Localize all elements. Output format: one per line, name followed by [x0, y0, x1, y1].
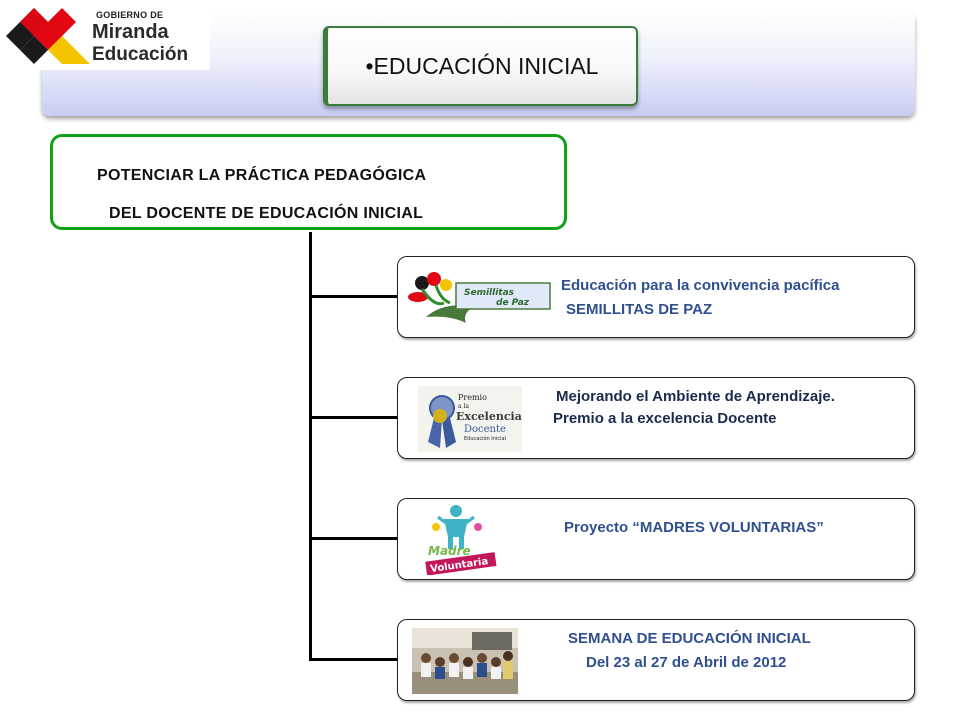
connector-branch-2 — [309, 416, 399, 419]
item-semillitas — [397, 256, 915, 338]
item-madres — [397, 498, 915, 580]
item-madres-line1: Proyecto “MADRES VOLUNTARIAS” — [564, 519, 824, 536]
premio-logo-text2: a la — [458, 403, 469, 410]
connector-branch-1 — [309, 295, 399, 298]
page-title: •EDUCACIÓN INICIAL — [365, 52, 599, 79]
logo-text-miranda: Miranda — [92, 21, 169, 43]
premio-logo-text4: Docente — [464, 424, 506, 435]
main-objective-line2: DEL DOCENTE DE EDUCACIÓN INICIAL — [109, 205, 424, 222]
madre-logo-text1: Madre — [428, 544, 471, 558]
logo-text-small: GOBIERNO DE — [96, 10, 164, 20]
item-premio — [397, 377, 915, 459]
logo — [0, 0, 210, 70]
title-box — [323, 26, 638, 106]
item-semillitas-line2: SEMILLITAS DE PAZ — [566, 301, 713, 318]
item-premio-line1: Mejorando el Ambiente de Aprendizaje. — [556, 388, 835, 405]
main-objective-box — [50, 134, 567, 230]
mother-child-icon — [420, 503, 504, 575]
logo-text-educacion: Educación — [92, 44, 189, 65]
item-semana-line2: Del 23 al 27 de Abril de 2012 — [586, 654, 787, 671]
main-objective-line1: POTENCIAR LA PRÁCTICA PEDAGÓGICA — [97, 167, 427, 184]
connector-branch-3 — [309, 537, 399, 540]
dove-flowers-icon — [404, 267, 554, 329]
award-ribbon-icon — [418, 386, 522, 452]
logo-icon — [4, 4, 94, 68]
premio-logo-text5: Educación Inicial — [464, 436, 506, 442]
item-semana — [397, 619, 915, 701]
semillitas-logo-text2: de Paz — [496, 298, 530, 308]
group-photo — [412, 628, 518, 694]
item-semillitas-line1: Educación para la convivencia pacífica — [561, 277, 840, 294]
semillitas-logo-text1: Semillitas — [464, 288, 515, 298]
item-semana-line1: SEMANA DE EDUCACIÓN INICIAL — [568, 630, 811, 647]
madre-logo-text2: Voluntaria — [429, 556, 489, 575]
item-premio-line2: Premio a la excelencia Docente — [553, 410, 777, 427]
connector-branch-4 — [309, 658, 399, 661]
premio-logo-text1: Premio — [458, 393, 487, 402]
premio-logo-text3: Excelencia — [456, 410, 522, 423]
